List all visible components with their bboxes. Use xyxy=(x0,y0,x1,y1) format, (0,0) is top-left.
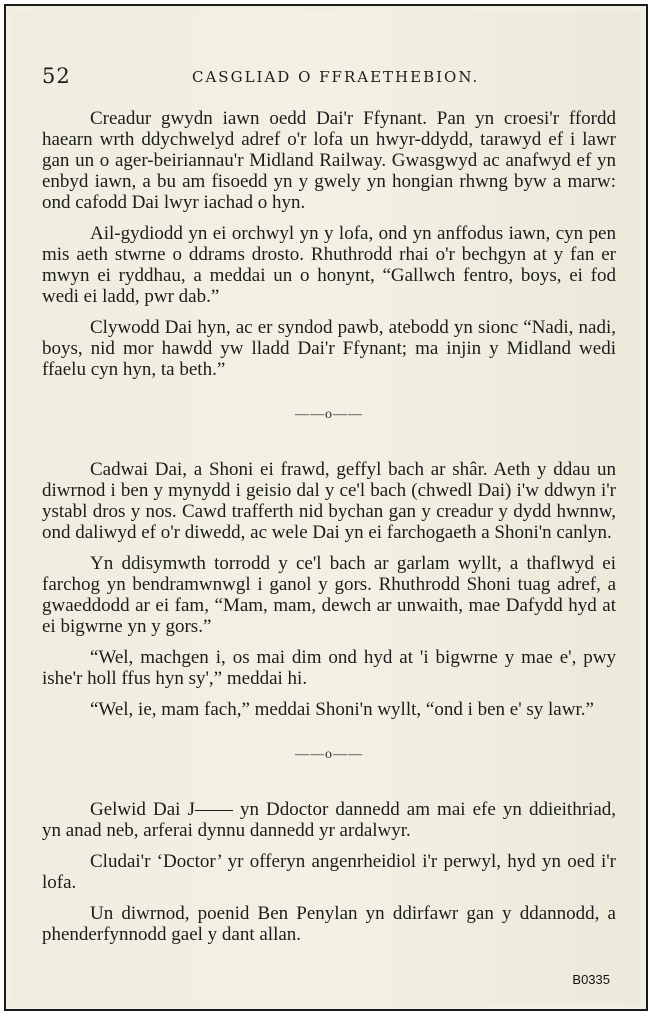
paragraph: Clywodd Dai hyn, ac er syndod pawb, atebodd yn sionc “Nadi, nadi, boys, nid mor hawdd yw lladd Dai'r Ffynant; ma injin y Midland wedi ffaelu cyn hyn, ta beth.” xyxy=(42,317,616,380)
anecdote-section xyxy=(42,799,616,945)
page-body xyxy=(42,108,616,945)
paragraph: Un diwrnod, poenid Ben Penylan yn ddirfawr gan y ddannodd, a phenderfynnodd gael y dant allan. xyxy=(42,903,616,945)
archive-stamp: B0335 xyxy=(572,972,610,987)
paragraph: Yn ddisymwth torrodd y ce'l bach ar garlam wyllt, a thaflwyd ei farchog yn bendramwnwgl i ganol y gors. Rhuthrodd Shoni tuag adref, a gwaeddodd ar ei fam, “Mam, mam, dewch ar unwaith, mae Dafydd hyd at ei bigwrne yn y gors.” xyxy=(42,553,616,637)
image-frame xyxy=(4,4,648,1011)
paragraph: Cludai'r ‘Doctor’ yr offeryn angenrheidiol i'r perwyl, hyd yn oed i'r lofa. xyxy=(42,851,616,893)
paragraph: “Wel, ie, mam fach,” meddai Shoni'n wyllt, “ond i ben e' sy lawr.” xyxy=(90,699,594,720)
anecdote-section xyxy=(42,459,616,720)
running-title: CASGLIAD O FFRAETHEBION. xyxy=(192,68,480,86)
anecdote-section xyxy=(42,108,616,380)
paragraph: “Wel, machgen i, os mai dim ond hyd at 'i bigwrne y mae e', pwy ishe'r holl ffus hyn sy',” meddai hi. xyxy=(42,647,616,689)
paragraph: Gelwid Dai J—— yn Ddoctor dannedd am mai efe yn ddieithriad, yn anad neb, arferai dynnu dannedd yr ardalwyr. xyxy=(42,799,616,841)
section-separator: ——o—— xyxy=(295,747,363,762)
paragraph: Creadur gwydn iawn oedd Dai'r Ffynant. Pan yn croesi'r ffordd haearn wrth ddychwelyd adref o'r lofa un hwyr-ddydd, tarawyd ef i lawr gan un o ager-beiriannau'r Midland Railway. Gwasgwyd ac anafwyd ef yn enbyd iawn, a bu am fisoedd yn y gwely yn hongian rhwng byw a marw: ond cafodd Dai lwyr iachad o hyn. xyxy=(42,108,616,213)
page-number: 52 xyxy=(42,64,71,88)
page-header xyxy=(42,64,616,94)
section-separator: ——o—— xyxy=(295,407,363,422)
book-page xyxy=(12,12,640,1003)
paragraph: Cadwai Dai, a Shoni ei frawd, geffyl bach ar shâr. Aeth y ddau un diwrnod i ben y mynydd i geisio dal y ce'l bach (chwedl Dai) i'w ddwyn i'r ystabl dros y nos. Cawd trafferth nid bychan gan y creadur y dydd hwnnw, ond daliwyd ef o'r diwedd, ac wele Dai yn ei farchogaeth a Shoni'n canlyn. xyxy=(42,459,616,543)
paragraph: Ail-gydiodd yn ei orchwyl yn y lofa, ond yn anffodus iawn, cyn pen mis aeth stwrne o ddrams drosto. Rhuthrodd rhai o'r bechgyn at y fan er mwyn ei ryddhau, a meddai un o honynt, “Gallwch fentro, boys, ei fod wedi ei ladd, pwr dab.” xyxy=(42,223,616,307)
